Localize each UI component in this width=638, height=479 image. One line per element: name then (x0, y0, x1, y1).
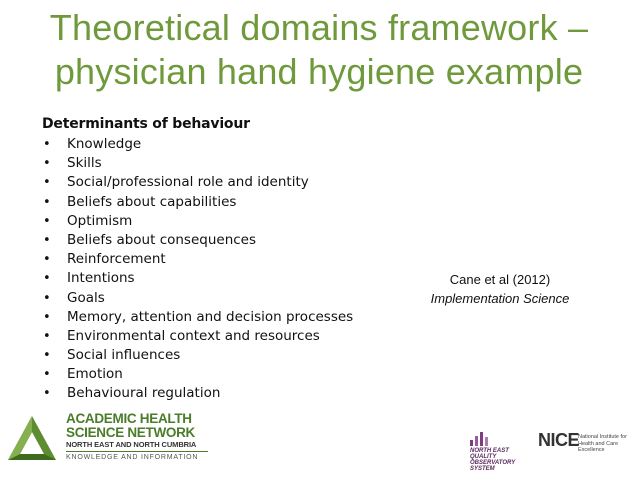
list-item-label: Environmental context and resources (67, 327, 320, 344)
list-item (42, 231, 353, 250)
determinants-heading: Determinants of behaviour (42, 116, 250, 132)
bullet-icon: • (43, 290, 51, 306)
list-item-label: Knowledge (67, 136, 142, 152)
list-item (42, 135, 353, 154)
ahsn-triangle-icon (6, 412, 58, 464)
bullet-icon: • (43, 194, 51, 210)
title-line-2: physician hand hygiene example (54, 51, 584, 92)
determinants-list (42, 135, 353, 404)
list-item (42, 212, 353, 231)
list-item-label: Reinforcement (67, 251, 166, 268)
qos-label: NORTH EAST QUALITY OBSERVATORY SYSTEM (470, 448, 516, 472)
title-line-1: Theoretical domains framework – (49, 7, 589, 48)
list-item (42, 250, 353, 269)
list-item-label: Goals (67, 289, 105, 306)
list-item (42, 269, 353, 288)
ahsn-logo (6, 404, 216, 474)
bullet-icon: • (43, 156, 51, 172)
list-item-label: Social/professional role and identity (67, 174, 309, 191)
list-item-label: Beliefs about capabilities (67, 193, 237, 210)
nice-subtitle: National Institute for Health and Care Excellence (578, 434, 627, 453)
bullet-icon: • (43, 137, 51, 152)
bullet-icon: • (43, 328, 51, 344)
list-item (42, 346, 353, 365)
citation (410, 270, 590, 308)
ahsn-name-line-1: ACADEMIC HEALTH (66, 411, 192, 426)
list-item-label: Intentions (67, 270, 135, 287)
ahsn-name-line-2: SCIENCE NETWORK (66, 425, 196, 440)
list-item (42, 365, 353, 384)
nice-logo (538, 430, 638, 460)
bullet-icon: • (43, 309, 51, 325)
list-item-label: Skills (67, 155, 102, 172)
bullet-icon: • (43, 213, 51, 229)
list-item (42, 327, 353, 346)
list-item (42, 173, 353, 192)
bullet-icon: • (43, 386, 51, 402)
ahsn-divider (66, 451, 208, 452)
qos-logo (466, 428, 538, 472)
list-item (42, 193, 353, 212)
bullet-icon: • (43, 232, 51, 248)
list-item (42, 384, 353, 403)
bullet-icon: • (43, 252, 51, 268)
list-item-label: Social influences (67, 347, 181, 364)
list-item-label: Memory, attention and decision processes (67, 308, 354, 325)
nice-wordmark: NICE (538, 430, 580, 450)
list-item-label: Beliefs about consequences (67, 231, 257, 248)
bullet-icon: • (43, 271, 51, 287)
citation-journal: Implementation Science (430, 291, 570, 306)
list-item-label: Optimism (67, 212, 133, 229)
bullet-icon: • (43, 367, 51, 383)
list-item (42, 289, 353, 308)
ahsn-region: NORTH EAST AND NORTH CUMBRIA (66, 440, 197, 449)
list-item-label: Behavioural regulation (67, 385, 221, 402)
bullet-icon: • (43, 175, 51, 191)
bullet-icon: • (43, 348, 51, 364)
citation-authors: Cane et al (2012) (449, 272, 551, 287)
list-item-label: Emotion (67, 366, 123, 383)
ahsn-tagline: KNOWLEDGE AND INFORMATION (66, 454, 199, 461)
list-item (42, 308, 353, 327)
list-item (42, 154, 353, 173)
